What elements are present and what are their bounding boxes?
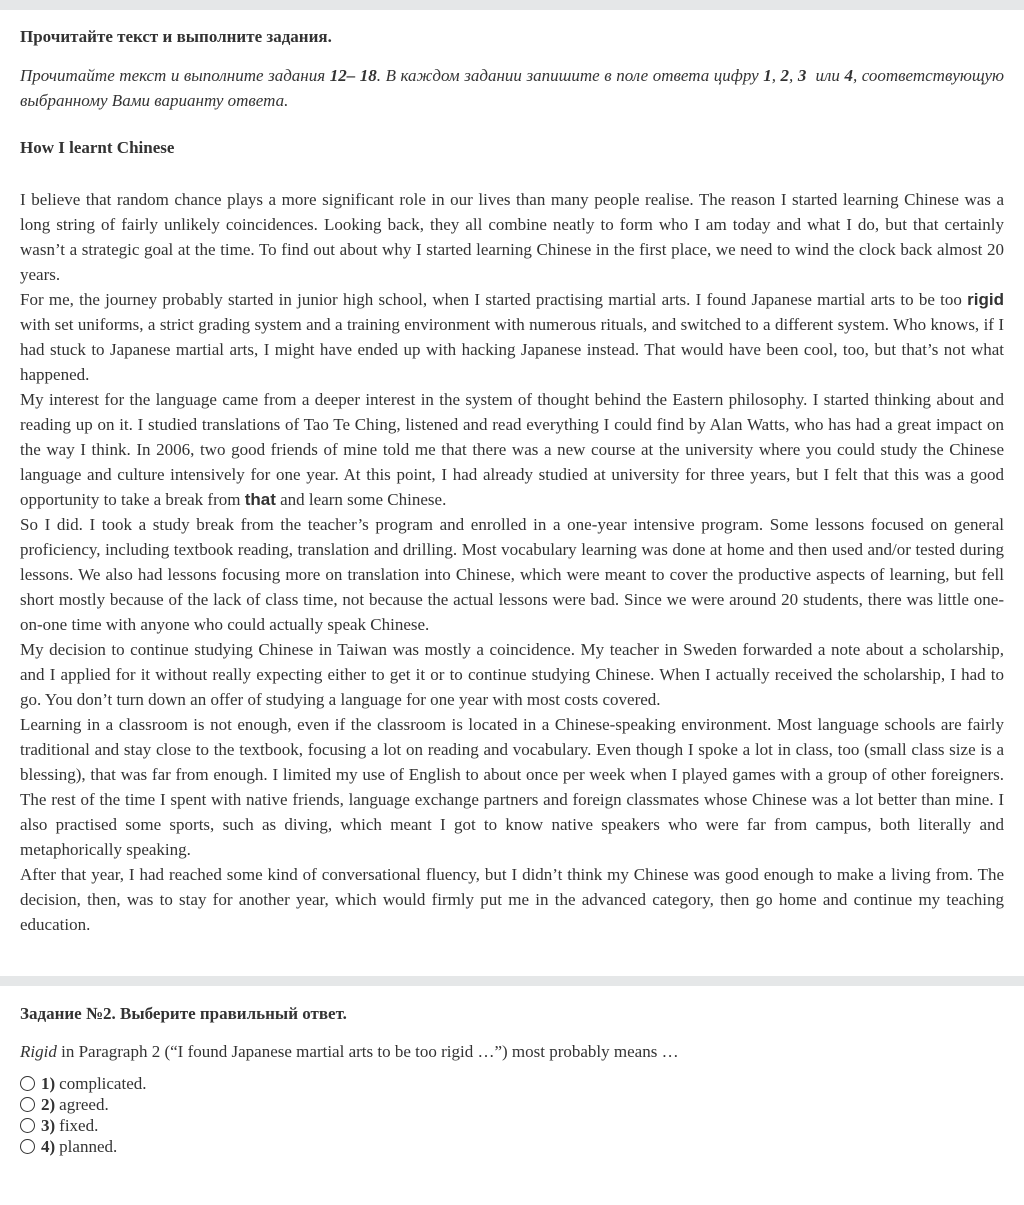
highlighted-word-rigid: rigid <box>967 290 1004 309</box>
paragraph-3: My interest for the language came from a deeper interest in the system of thought behind the Eastern philosophy. I started thinking about and reading up on it. I studied translations of Tao Te Ching, listened and read everything I could find by Alan Watts, who has had a great impact on the way I think. In 2006, two good friends of mine told me that there was a new course at the university where you could study the Chinese language and culture intensively for one year. At this point, I had already studied at university for three years, but I felt that this was a good opportunity to take a break from that and learn some Chinese. <box>20 390 1004 509</box>
radio-button-4[interactable] <box>20 1139 35 1154</box>
question-heading: Задание №2. Выберите правильный ответ. <box>20 1004 347 1023</box>
answer-options <box>20 1073 1004 1157</box>
paragraph-4: So I did. I took a study break from the teacher’s program and enrolled in a one-year intensive program. Some lessons focused on general proficiency, including textbook reading, translation and drilling. Most vocabulary learning was done at home and then used and/or tested during lessons. We also had lessons focusing more on translation into Chinese, which were meant to cover the productive aspects of learning, but fell short mostly because of the lack of class time, not because the actual lessons were bad. Since we were around 20 students, there was little one-on-one time with anyone who could actually speak Chinese. <box>20 515 1004 634</box>
top-separator <box>0 0 1024 10</box>
option-number: 2) <box>41 1095 56 1114</box>
block-separator <box>0 976 1024 986</box>
radio-button-2[interactable] <box>20 1097 35 1112</box>
story-text <box>20 187 1004 937</box>
option-number: 4) <box>41 1137 56 1156</box>
answer-option-2[interactable] <box>20 1094 1004 1115</box>
option-text: agreed. <box>59 1095 109 1114</box>
radio-button-1[interactable] <box>20 1076 35 1091</box>
option-number: 1) <box>41 1074 56 1093</box>
paragraph-7: After that year, I had reached some kind of conversational fluency, but I didn’t think my Chinese was good enough to make a living from. The decision, then, was to stay for another year, which would firmly put me in the advanced category, then go home and continue my teaching education. <box>20 865 1004 934</box>
paragraph-2: For me, the journey probably started in junior high school, when I started practising martial arts. I found Japanese martial arts to be too rigid with set uniforms, a strict grading system and a training environment with numerous rituals, and switched to a different system. Who knows, if I had stuck to Japanese martial arts, I might have ended up with hacking Japanese instead. That would have been cool, too, but that’s not what happened. <box>20 290 1004 384</box>
reading-task-block <box>0 10 1024 937</box>
question-block <box>0 986 1024 1157</box>
paragraph-6: Learning in a classroom is not enough, even if the classroom is located in a Chinese-speaking environment. Most language schools are fairly traditional and stay close to the textbook, focusing a lot on reading and vocabulary. Even though I spoke a lot in class, too (small class size is a blessing), that was far from enough. I limited my use of English to about once per week when I played games with a group of other foreigners. The rest of the time I spent with native friends, language exchange partners and foreign classmates whose Chinese was a lot better than mine. I also practised some sports, such as diving, which meant I got to know native speakers who were far from campus, both literally and metaphorically speaking. <box>20 715 1004 859</box>
option-text: planned. <box>59 1137 118 1156</box>
task-heading: Прочитайте текст и выполните задания. <box>20 27 332 46</box>
tasks-range: 12– 18 <box>329 66 377 85</box>
highlighted-word-that: that <box>244 490 276 509</box>
paragraph-1: I believe that random chance plays a more significant role in our lives than many people realise. The reason I started learning Chinese was a long string of fairly unlikely coincidences. Looking back, they all combine neatly to form who I am today and what I do, but that certainly wasn’t a strategic goal at the time. To find out about why I started learning Chinese in the first place, we need to wind the clock back almost 20 years. <box>20 190 1004 284</box>
question-keyword: Rigid <box>20 1042 57 1061</box>
paragraph-5: My decision to continue studying Chinese in Taiwan was mostly a coincidence. My teacher in Sweden forwarded a note about a scholarship, and I applied for it without really expecting either to get it or to continue studying Chinese. When I actually received the scholarship, I had to go. You don’t turn down an offer of studying a language for one year with most costs covered. <box>20 640 1004 709</box>
question-text: Rigid in Paragraph 2 (“I found Japanese martial arts to be too rigid …”) most probably means … <box>20 1042 679 1061</box>
option-text: fixed. <box>59 1116 99 1135</box>
answer-option-3[interactable] <box>20 1115 1004 1136</box>
option-number: 3) <box>41 1116 56 1135</box>
radio-button-3[interactable] <box>20 1118 35 1133</box>
answer-option-4[interactable] <box>20 1136 1004 1157</box>
task-instruction: Прочитайте текст и выполните задания 12– 18. В каждом задании запишите в поле ответа цифру 1, 2, 3 или 4, соответствующую выбранному Вами варианту ответа. <box>20 66 1004 110</box>
answer-option-1[interactable] <box>20 1073 1004 1094</box>
option-text: complicated. <box>59 1074 147 1093</box>
story-title: How I learnt Chinese <box>20 138 175 157</box>
